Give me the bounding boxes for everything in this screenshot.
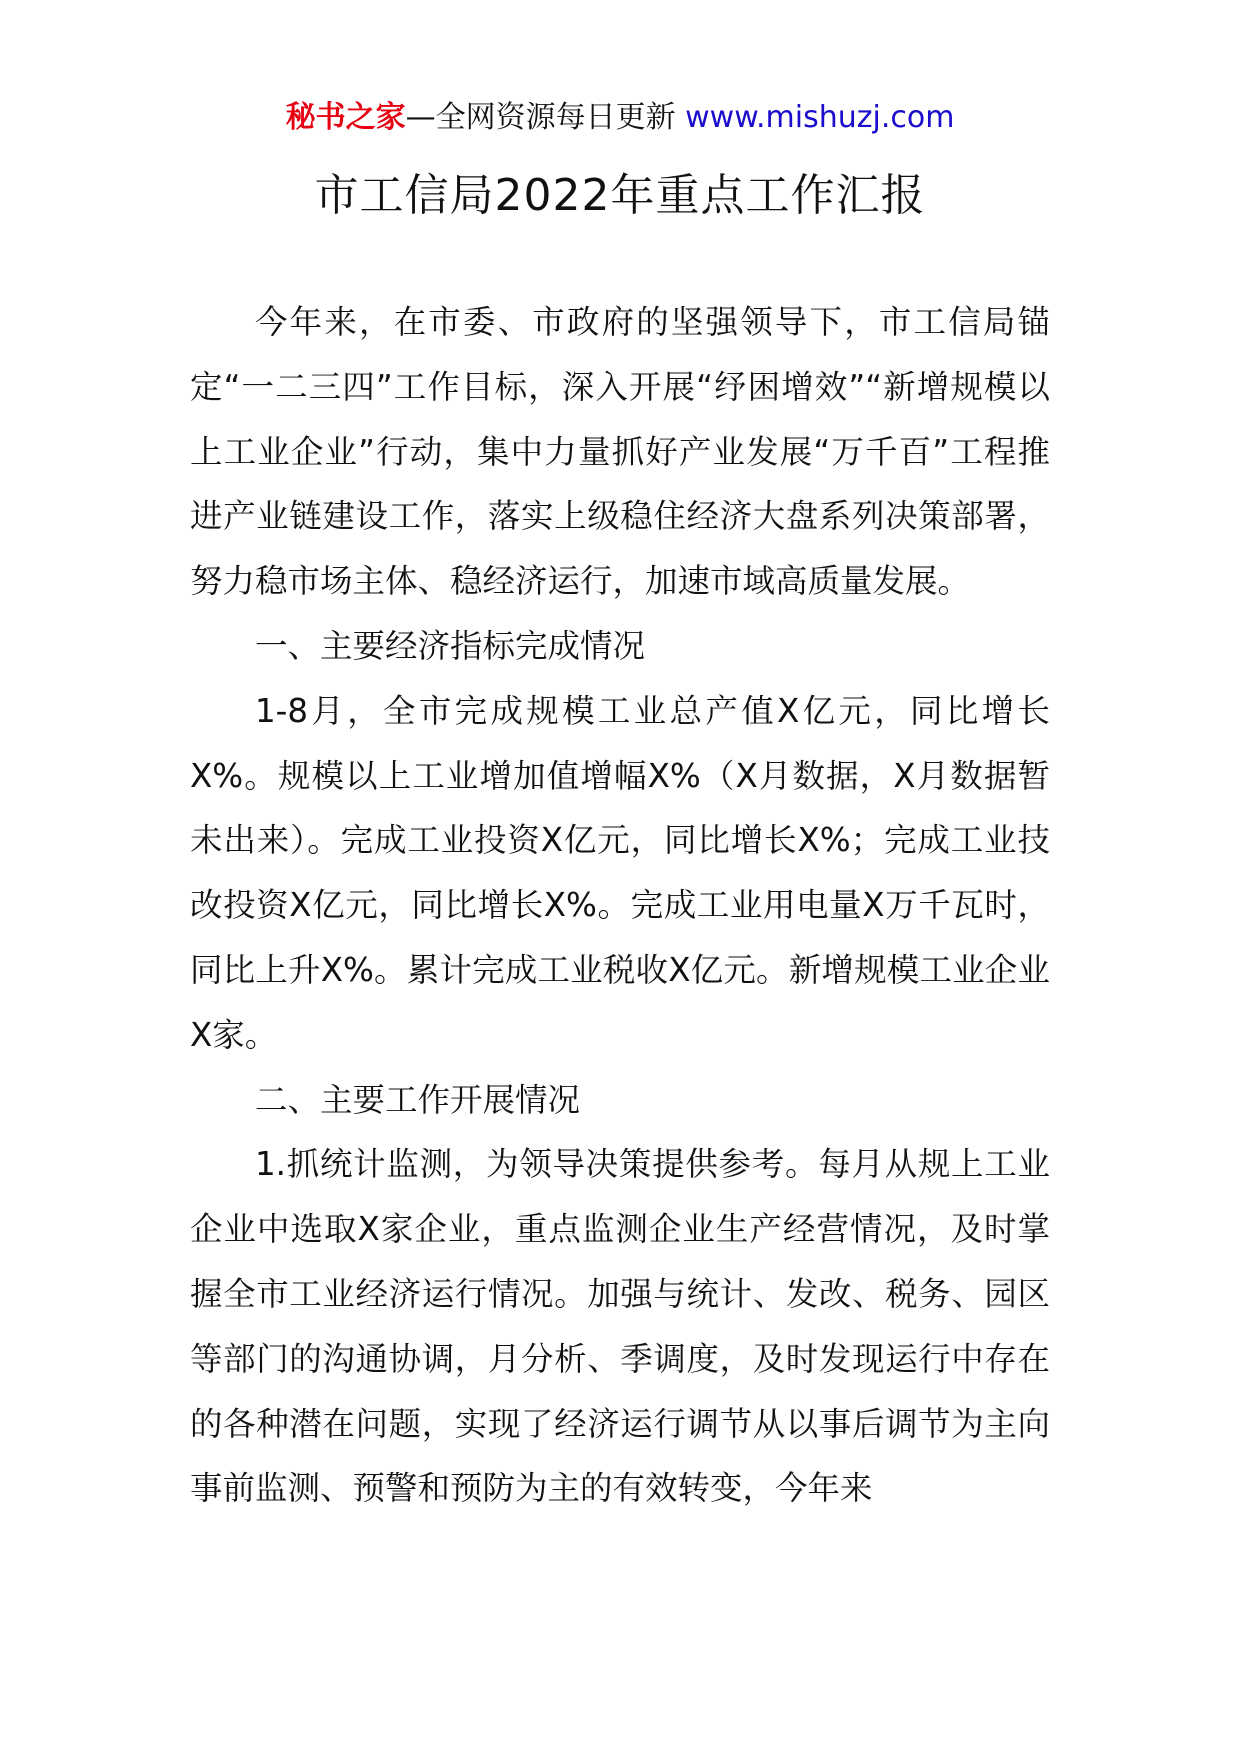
site-url-link[interactable]: www.mishuzj.com <box>685 100 955 135</box>
paragraph-indicators: 1-8月，全市完成规模工业总产值X亿元，同比增长X%。规模以上工业增加值增幅X%（X月数据，X月数据暂未出来）。完成工业投资X亿元，同比增长X%；完成工业技改投资X亿元，同比增长X%。完成工业用电量X万千瓦时，同比上升X%。累计完成工业税收X亿元。新增规模工业企业X家。 <box>190 691 1050 1054</box>
document-title: 市工信局2022年重点工作汇报 <box>314 170 926 221</box>
section-heading-2: 二、主要工作开展情况 <box>255 1080 581 1119</box>
paragraph-intro: 今年来，在市委、市政府的坚强领导下，市工信局锚定“一二三四”工作目标，深入开展“纾困增效”“新增规模以上工业企业”行动，集中力量抓好产业发展“万千百”工程推进产业链建设工作，落实上级稳住经济大盘系列决策部署，努力稳市场主体、稳经济运行，加速市域高质量发展。 <box>190 303 1050 601</box>
site-header <box>0 98 1240 138</box>
document-body <box>190 290 1050 1521</box>
section-heading-1: 一、主要经济指标完成情况 <box>255 626 646 665</box>
brand-name: 秘书之家 <box>285 100 406 135</box>
paragraph-work-1: 1.抓统计监测，为领导决策提供参考。每月从规上工业企业中选取X家企业，重点监测企业生产经营情况，及时掌握全市工业经济运行情况。加强与统计、发改、税务、园区等部门的沟通协调，月分析、季调度，及时发现运行中存在的各种潜在问题，实现了经济运行调节从以事后调节为主向事前监测、预警和预防为主的有效转变，今年来 <box>190 1145 1050 1508</box>
header-slogan: —全网资源每日更新 <box>405 100 686 135</box>
